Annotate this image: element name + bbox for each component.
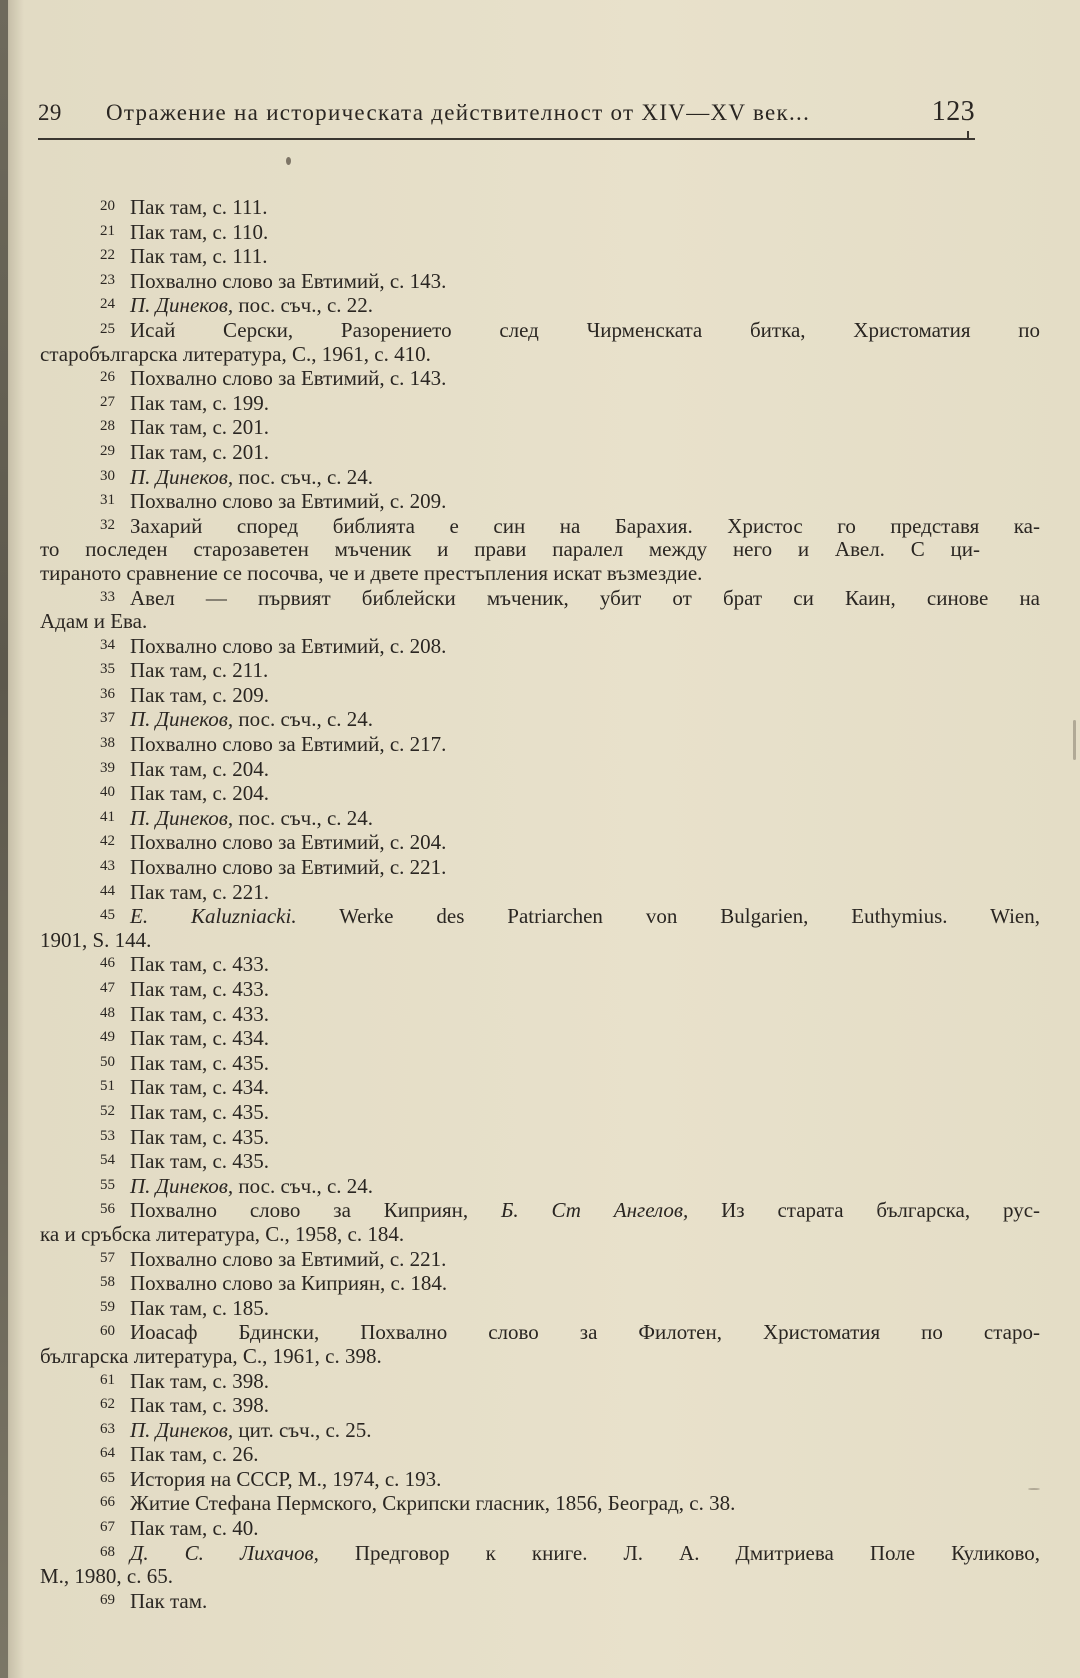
footnote-line xyxy=(0,415,1080,440)
footnote-number: 39 xyxy=(100,759,115,776)
footnote-line xyxy=(0,1491,1080,1516)
footnote-text: то последен старозаветен мъченик и прави паралел между него и Авел. С ци- xyxy=(40,537,980,562)
footnote-line xyxy=(0,1320,1040,1345)
footnote-34 xyxy=(0,634,1080,659)
footnote-line xyxy=(0,1075,1080,1100)
footnote-45 xyxy=(0,904,1080,952)
footnote-text: Пак там, с. 110. xyxy=(130,219,269,244)
footnote-line xyxy=(0,1467,1080,1492)
footnote-line xyxy=(0,880,1080,905)
footnote-text: М., 1980, с. 65. xyxy=(40,1564,173,1589)
footnote-text: Адам и Ева. xyxy=(40,609,148,634)
footnote-number: 49 xyxy=(100,1029,115,1046)
footnote-number: 45 xyxy=(100,907,115,924)
footnote-22 xyxy=(0,244,1080,269)
footnote-52 xyxy=(0,1100,1080,1125)
footnote-66 xyxy=(0,1491,1080,1516)
footnote-line xyxy=(0,293,1080,318)
footnote-line xyxy=(0,610,1080,634)
footnote-text: Пак там, с. 434. xyxy=(130,1075,270,1100)
footnote-line xyxy=(0,1125,1080,1150)
header-rule-tick xyxy=(967,131,969,140)
footnote-text: пос. съч., с. 24. xyxy=(233,707,374,732)
footnote-line xyxy=(0,658,1080,683)
footnote-text: Похвално слово за Евтимий, с. 217. xyxy=(130,732,447,757)
footnote-line xyxy=(0,1198,1040,1223)
ink-speck xyxy=(1073,720,1076,760)
footnote-text: Похвално слово за Киприян, с. 184. xyxy=(130,1271,448,1296)
footnote-51 xyxy=(0,1075,1080,1100)
footnote-27 xyxy=(0,391,1080,416)
footnote-text: пос. съч., с. 24. xyxy=(233,1173,374,1198)
footnote-21 xyxy=(0,220,1080,245)
footnote-line xyxy=(0,1345,1080,1369)
footnote-55 xyxy=(0,1174,1080,1199)
footnote-line xyxy=(0,220,1080,245)
author-name: П. Динеков, xyxy=(130,1173,234,1198)
footnote-text: Пак там, с. 211. xyxy=(130,658,269,683)
footnote-line xyxy=(0,683,1080,708)
footnote-number: 47 xyxy=(100,980,115,996)
footnote-number: 26 xyxy=(100,369,115,386)
footnote-number: 55 xyxy=(100,1176,115,1193)
running-header xyxy=(38,96,975,134)
footnote-text: Похвално слово за Евтимий, с. 208. xyxy=(130,633,447,658)
footnote-69 xyxy=(0,1589,1080,1614)
footnote-57 xyxy=(0,1247,1080,1272)
footnote-number: 29 xyxy=(100,442,115,459)
footnote-63 xyxy=(0,1418,1080,1443)
footnote-text: Пак там, с. 435. xyxy=(130,1050,270,1075)
footnote-text: Пак там, с. 398. xyxy=(130,1368,270,1393)
footnote-number: 50 xyxy=(100,1053,115,1070)
footnote-number: 43 xyxy=(100,858,115,875)
footnote-50 xyxy=(0,1051,1080,1076)
footnote-line xyxy=(0,1589,1080,1614)
footnote-41 xyxy=(0,806,1080,831)
footnote-number: 31 xyxy=(100,492,115,509)
footnote-line xyxy=(0,1541,1040,1566)
footnote-number: 33 xyxy=(100,588,115,605)
footnote-line xyxy=(0,1247,1080,1272)
footnote-number: 41 xyxy=(100,808,115,825)
footnote-36 xyxy=(0,683,1080,708)
footnote-59 xyxy=(0,1296,1080,1321)
footnotes-list xyxy=(0,195,1080,1613)
author-name: П. Динеков, xyxy=(130,805,234,830)
footnote-line xyxy=(0,1565,1080,1589)
footnote-number: 40 xyxy=(100,784,115,801)
footnote-text: Похвално слово за Евтимий, с. 204. xyxy=(130,830,447,855)
footnote-number: 38 xyxy=(100,735,115,752)
footnote-line xyxy=(0,1051,1080,1076)
footnote-24 xyxy=(0,293,1080,318)
footnote-49 xyxy=(0,1026,1080,1051)
footnote-number: 37 xyxy=(100,710,115,727)
footnote-text: Пак там, с. 435. xyxy=(130,1124,270,1149)
footnote-number: 24 xyxy=(100,296,115,313)
footnote-number: 23 xyxy=(100,271,115,288)
footnote-text: Пак там, с. 433. xyxy=(130,977,270,1001)
footnote-line xyxy=(0,732,1080,757)
footnote-line xyxy=(0,904,1040,929)
footnote-text: пос. съч., с. 24. xyxy=(233,805,374,830)
footnote-number: 42 xyxy=(100,833,115,850)
footnote-text: българска литература, С., 1961, с. 398. xyxy=(40,1343,382,1368)
footnote-line xyxy=(0,343,1080,367)
footnote-number: 25 xyxy=(100,320,115,337)
footnote-number: 53 xyxy=(100,1127,115,1144)
footnote-32 xyxy=(0,514,1080,586)
footnote-text: Похвално слово за Евтимий, с. 143. xyxy=(130,268,447,293)
footnote-28 xyxy=(0,415,1080,440)
footnote-text: Из старата българска, рус- xyxy=(688,1198,1041,1223)
footnote-line xyxy=(0,269,1080,294)
footnote-line xyxy=(0,1002,1080,1027)
footnote-number: 32 xyxy=(100,516,115,533)
footnote-line xyxy=(0,1100,1080,1125)
footnote-text: Похвално слово за Киприян, xyxy=(130,1198,501,1223)
footnote-58 xyxy=(0,1271,1080,1296)
footnote-38 xyxy=(0,732,1080,757)
footnote-68 xyxy=(0,1541,1080,1589)
footnote-line xyxy=(0,1393,1080,1418)
footnote-text: Похвално слово за Евтимий, с. 209. xyxy=(130,489,447,514)
header-rule xyxy=(38,138,975,140)
author-name: Д. С. Лихачов, xyxy=(130,1540,319,1565)
footnote-text: Исай Серски, Разорението след Чирменската битка, Христоматия по xyxy=(130,317,1040,342)
footnote-line xyxy=(0,1442,1080,1467)
footnote-text: Пак там, с. 433. xyxy=(130,1001,270,1026)
footnote-text: Пак там, с. 435. xyxy=(130,1099,270,1124)
footnote-line xyxy=(0,562,1080,586)
footnote-number: 28 xyxy=(100,418,115,435)
footnote-line xyxy=(0,1223,1080,1247)
page-number: 123 xyxy=(931,96,975,127)
footnote-43 xyxy=(0,855,1080,880)
footnote-text: Пак там. xyxy=(130,1588,208,1613)
footnote-line xyxy=(0,707,1080,732)
footnote-number: 68 xyxy=(100,1543,115,1560)
footnote-64 xyxy=(0,1442,1080,1467)
footnote-line xyxy=(0,855,1080,880)
footnote-text: Похвално слово за Евтимий, с. 221. xyxy=(130,1246,447,1271)
footnote-line xyxy=(0,1026,1080,1051)
footnote-number: 59 xyxy=(100,1298,115,1315)
footnote-text: Пак там, с. 434. xyxy=(130,1026,270,1051)
footnote-47 xyxy=(0,977,1080,1002)
author-name: Б. Ст Ангелов, xyxy=(500,1198,689,1223)
footnote-text: Пак там, с. 398. xyxy=(130,1393,270,1418)
footnote-number: 27 xyxy=(100,393,115,410)
footnote-text: Пак там, с. 433. xyxy=(130,952,270,977)
footnote-line xyxy=(0,465,1080,490)
footnote-text: Пак там, с. 40. xyxy=(130,1516,259,1541)
footnote-text: Предговор к книге. Л. А. Дмитриева Поле Куликово, xyxy=(318,1540,1040,1565)
footnote-text: Пак там, с. 221. xyxy=(130,879,270,904)
footnote-65 xyxy=(0,1467,1080,1492)
footnote-line xyxy=(0,757,1080,782)
footnote-text: ка и сръбска литература, С., 1958, с. 184. xyxy=(40,1221,405,1246)
left-page-number: 29 xyxy=(38,100,62,125)
footnote-53 xyxy=(0,1125,1080,1150)
author-name: П. Динеков, xyxy=(130,464,234,489)
ink-speck xyxy=(286,157,291,165)
footnote-line xyxy=(0,1516,1080,1541)
footnote-line xyxy=(0,1149,1080,1174)
footnote-62 xyxy=(0,1393,1080,1418)
footnote-number: 30 xyxy=(100,467,115,484)
footnote-line xyxy=(0,244,1080,269)
footnote-text: Пак там, с. 201. xyxy=(130,439,270,464)
footnote-48 xyxy=(0,1002,1080,1027)
footnote-line xyxy=(0,1271,1080,1296)
footnote-31 xyxy=(0,489,1080,514)
footnote-number: 36 xyxy=(100,685,115,702)
footnote-text: История на СССР, М., 1974, с. 193. xyxy=(130,1466,442,1491)
footnote-text: Пак там, с. 111. xyxy=(130,244,268,269)
footnote-number: 46 xyxy=(100,955,115,972)
footnote-line xyxy=(0,1418,1080,1443)
footnote-text: Пак там, с. 201. xyxy=(130,415,270,440)
footnote-42 xyxy=(0,830,1080,855)
ink-speck xyxy=(1028,1488,1040,1490)
footnote-line xyxy=(0,634,1080,659)
author-name: E. Kaluzniacki. xyxy=(130,904,297,929)
footnote-line xyxy=(0,318,1040,343)
footnote-text: Авел — първият библейски мъченик, убит от брат си Каин, синове на xyxy=(130,585,1040,610)
footnote-number: 35 xyxy=(100,661,115,678)
footnote-line xyxy=(0,538,980,562)
footnote-number: 69 xyxy=(100,1591,115,1608)
footnote-line xyxy=(0,440,1080,465)
footnote-text: 1901, S. 144. xyxy=(40,927,152,952)
footnote-37 xyxy=(0,707,1080,732)
footnote-text: Пак там, с. 26. xyxy=(130,1442,259,1467)
footnote-number: 65 xyxy=(100,1469,115,1486)
footnote-number: 44 xyxy=(100,882,115,899)
footnote-number: 63 xyxy=(100,1420,115,1437)
footnote-text: Иоасаф Бдински, Похвално слово за Филотен, Христоматия по старо- xyxy=(130,1320,1040,1345)
footnote-29 xyxy=(0,440,1080,465)
footnote-20 xyxy=(0,195,1080,220)
footnote-40 xyxy=(0,781,1080,806)
footnote-text: цит. съч., с. 25. xyxy=(233,1417,372,1442)
footnote-text: Werke des Patriarchen von Bulgarien, Euthymius. Wien, xyxy=(296,904,1040,929)
footnote-line xyxy=(0,1296,1080,1321)
footnote-text: пос. съч., с. 22. xyxy=(233,293,374,318)
author-name: П. Динеков, xyxy=(130,707,234,732)
footnote-25 xyxy=(0,318,1080,366)
footnote-line xyxy=(0,952,1080,977)
footnote-text: тираното сравнение се посочва, че и двете престъпления искат възмездие. xyxy=(40,560,703,585)
footnote-text: Похвално слово за Евтимий, с. 143. xyxy=(130,366,447,391)
footnote-text: Житие Стефана Пермского, Скрипски гласник, 1856, Београд, с. 38. xyxy=(130,1491,736,1516)
footnote-number: 67 xyxy=(100,1519,115,1536)
footnote-number: 66 xyxy=(100,1494,115,1511)
footnote-number: 64 xyxy=(100,1445,115,1462)
footnote-30 xyxy=(0,465,1080,490)
footnote-60 xyxy=(0,1320,1080,1368)
footnote-number: 34 xyxy=(100,636,115,653)
footnote-44 xyxy=(0,880,1080,905)
footnote-number: 51 xyxy=(100,1078,115,1095)
footnote-line xyxy=(0,806,1080,831)
footnote-67 xyxy=(0,1516,1080,1541)
footnote-line xyxy=(0,781,1080,806)
footnote-number: 48 xyxy=(100,1004,115,1021)
footnote-line xyxy=(0,929,1080,953)
footnote-number: 60 xyxy=(100,1323,115,1340)
footnote-54 xyxy=(0,1149,1080,1174)
footnote-line xyxy=(0,1174,1080,1199)
footnote-line xyxy=(0,586,1040,611)
footnote-number: 62 xyxy=(100,1396,115,1413)
footnote-33 xyxy=(0,586,1080,634)
footnote-26 xyxy=(0,366,1080,391)
footnote-35 xyxy=(0,658,1080,683)
footnote-text: Пак там, с. 185. xyxy=(130,1295,270,1320)
footnote-line xyxy=(0,1369,1080,1394)
footnote-39 xyxy=(0,757,1080,782)
footnote-text: Пак там, с. 204. xyxy=(130,781,270,806)
footnote-line xyxy=(0,977,1080,1002)
footnote-line xyxy=(0,195,1080,220)
footnote-46 xyxy=(0,952,1080,977)
footnote-number: 61 xyxy=(100,1371,115,1388)
footnote-56 xyxy=(0,1198,1080,1246)
footnote-61 xyxy=(0,1369,1080,1394)
footnote-line xyxy=(0,391,1080,416)
footnote-line xyxy=(0,489,1080,514)
footnote-23 xyxy=(0,269,1080,294)
footnote-text: Пак там, с. 111. xyxy=(130,195,268,219)
footnote-line xyxy=(0,514,1040,539)
footnote-text: Пак там, с. 435. xyxy=(130,1149,270,1174)
author-name: П. Динеков, xyxy=(130,293,234,318)
footnote-number: 21 xyxy=(100,222,115,239)
footnote-text: Пак там, с. 199. xyxy=(130,390,270,415)
footnote-text: Захарий според библията е син на Барахия. Христос го представя ка- xyxy=(130,513,1040,538)
author-name: П. Динеков, xyxy=(130,1417,234,1442)
footnote-text: Похвално слово за Евтимий, с. 221. xyxy=(130,855,447,880)
footnote-number: 52 xyxy=(100,1102,115,1119)
footnote-number: 56 xyxy=(100,1201,115,1218)
footnote-text: Пак там, с. 209. xyxy=(130,682,270,707)
footnote-line xyxy=(0,366,1080,391)
footnote-number: 20 xyxy=(100,198,115,214)
footnote-number: 57 xyxy=(100,1249,115,1266)
footnote-text: старобългарска литература, С., 1961, с. 410. xyxy=(40,341,431,366)
footnote-number: 58 xyxy=(100,1274,115,1291)
footnote-text: пос. съч., с. 24. xyxy=(233,464,374,489)
footnote-text: Пак там, с. 204. xyxy=(130,756,270,781)
footnote-line xyxy=(0,830,1080,855)
footnote-number: 54 xyxy=(100,1152,115,1169)
footnote-number: 22 xyxy=(100,247,115,264)
running-title: Отражение на историческата действителност от XIV—XV век... xyxy=(106,100,811,125)
